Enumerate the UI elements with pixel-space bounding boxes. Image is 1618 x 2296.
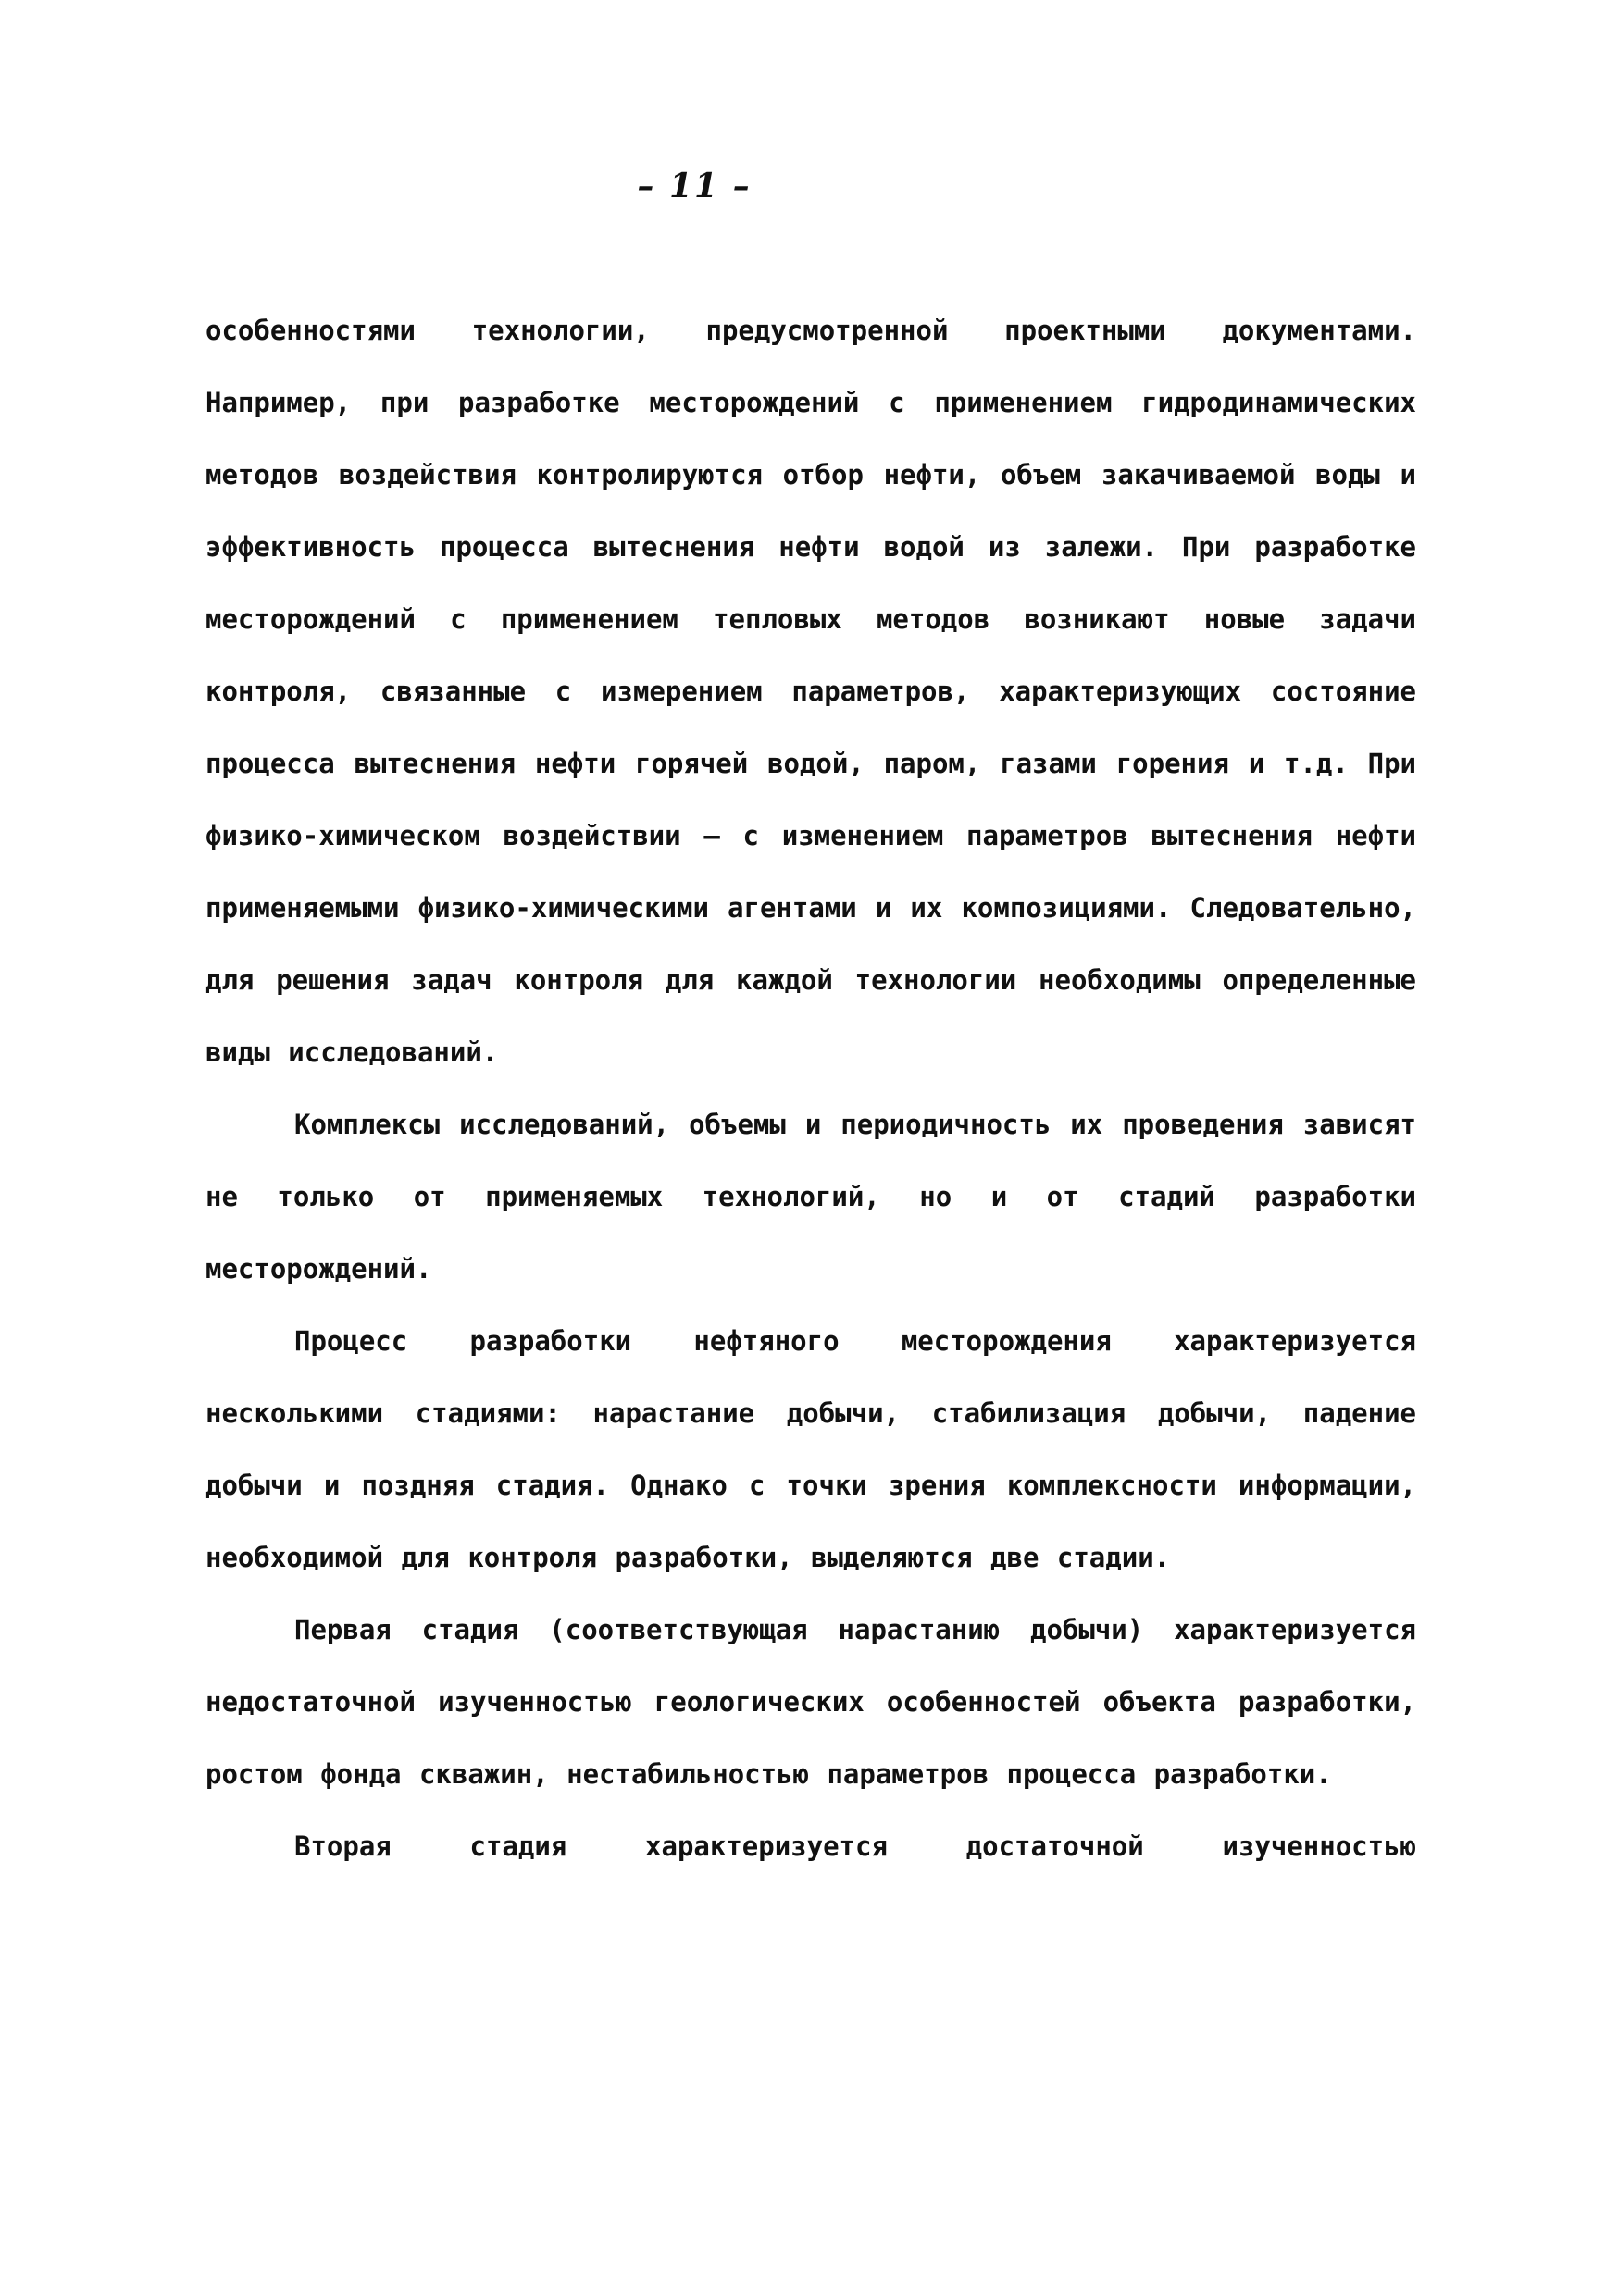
paragraph-research-complexes: Комплексы исследований, объемы и периодичность их проведения зависят не только от применяемых технологий, но и от стадий разработки месторождений. [205,1109,1416,1285]
paragraph-methods-control: особенностями технологии, предусмотренной проектными документами. Например, при разработке месторождений с применением гидродинамических методов воздействия контролируются отбор нефти, объем закачиваемой воды и эффективность процесса вытеснения нефти водой из залежи. При разработке месторождений с применением тепловых методов возникают новые задачи контроля, связанные с измерением параметров, характеризующих состояние процесса вытеснения нефти горячей водой, паром, газами горения и т.д. При физико-химическом воздействии – с изменением параметров вытеснения нефти применяемыми физико-химическими агентами и их композициями. Следовательно, для решения задач контроля для каждой технологии необходимы определенные виды исследований. [205,315,1416,1068]
paragraph-second-stage: Вторая стадия характеризуется достаточной изученностью [294,1831,1416,1862]
paragraph-first-stage: Первая стадия (соответствующая нарастанию добычи) характеризуется недостаточной изученностью геологических особенностей объекта разработки, ростом фонда скважин, нестабильностью параметров процесса разработки. [205,1614,1416,1790]
page-number: – 11 – [637,167,752,205]
paragraph-development-stages: Процесс разработки нефтяного месторождения характеризуется несколькими стадиями: нарастание добычи, стабилизация добычи, падение добычи и поздняя стадия. Однако с точки зрения комплексности информации, необходимой для контроля разработки, выделяются две стадии. [205,1325,1416,1573]
document-body [205,294,1416,1882]
